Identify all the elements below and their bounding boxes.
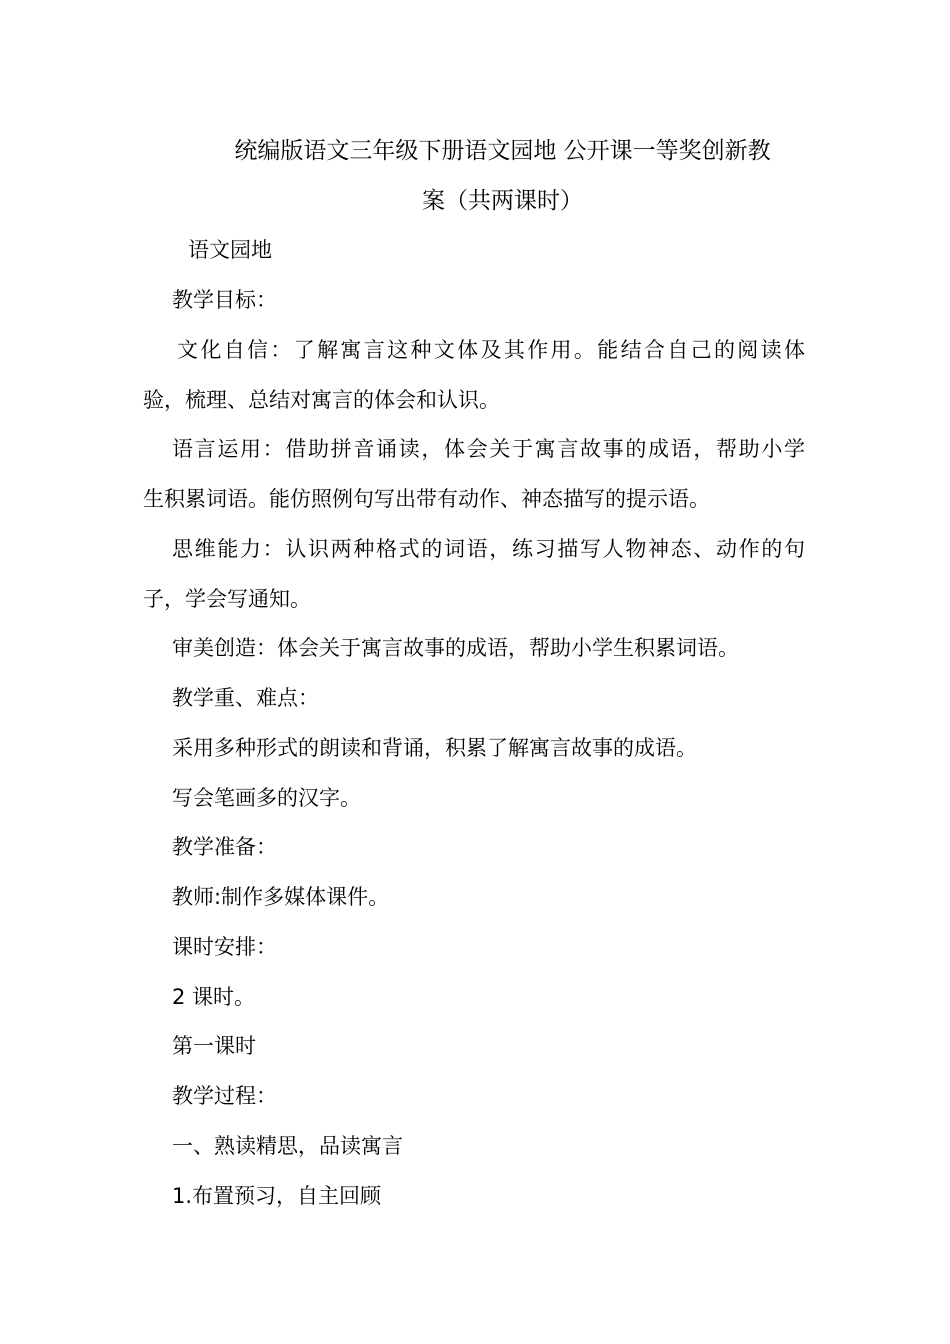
first-lesson-heading: 第一课时 [172, 1034, 256, 1058]
objectives-heading: 教学目标： [172, 288, 277, 312]
preparation-teacher: 教师:制作多媒体课件。 [172, 885, 390, 909]
objective-language-line-1: 语言运用：借助拼音诵读，体会关于寓言故事的成语，帮助小学 [172, 437, 805, 461]
document-title-line-1: 统编版语文三年级下册语文园地 公开课一等奖创新教 [234, 138, 771, 164]
objective-culture-line-2: 验，梳理、总结对寓言的体会和认识。 [143, 388, 500, 412]
schedule-heading: 课时安排： [172, 935, 277, 959]
process-heading: 教学过程： [172, 1084, 277, 1108]
objective-thinking-line-1: 思维能力：认识两种格式的词语，练习描写人物神态、动作的句 [172, 537, 805, 561]
objective-culture-line-1: 文化自信：了解寓言这种文体及其作用。能结合自己的阅读体 [177, 338, 805, 362]
objective-thinking-line-2: 子，学会写通知。 [143, 587, 311, 611]
objective-aesthetic: 审美创造：体会关于寓言故事的成语，帮助小学生积累词语。 [172, 636, 739, 660]
key-point-2: 写会笔画多的汉字。 [172, 786, 361, 810]
key-points-heading: 教学重、难点： [172, 686, 319, 710]
key-point-1: 采用多种形式的朗读和背诵，积累了解寓言故事的成语。 [172, 736, 697, 760]
schedule-value: 2 课时。 [172, 985, 256, 1009]
step-1-1: 1.布置预习，自主回顾 [172, 1184, 382, 1208]
step-1-heading: 一、熟读精思，品读寓言 [172, 1134, 403, 1158]
section-name: 语文园地 [188, 238, 272, 262]
objective-language-line-2: 生积累词语。能仿照例句写出带有动作、神态描写的提示语。 [143, 487, 710, 511]
document-title-line-2: 案（共两课时） [422, 188, 583, 214]
preparation-heading: 教学准备： [172, 835, 277, 859]
